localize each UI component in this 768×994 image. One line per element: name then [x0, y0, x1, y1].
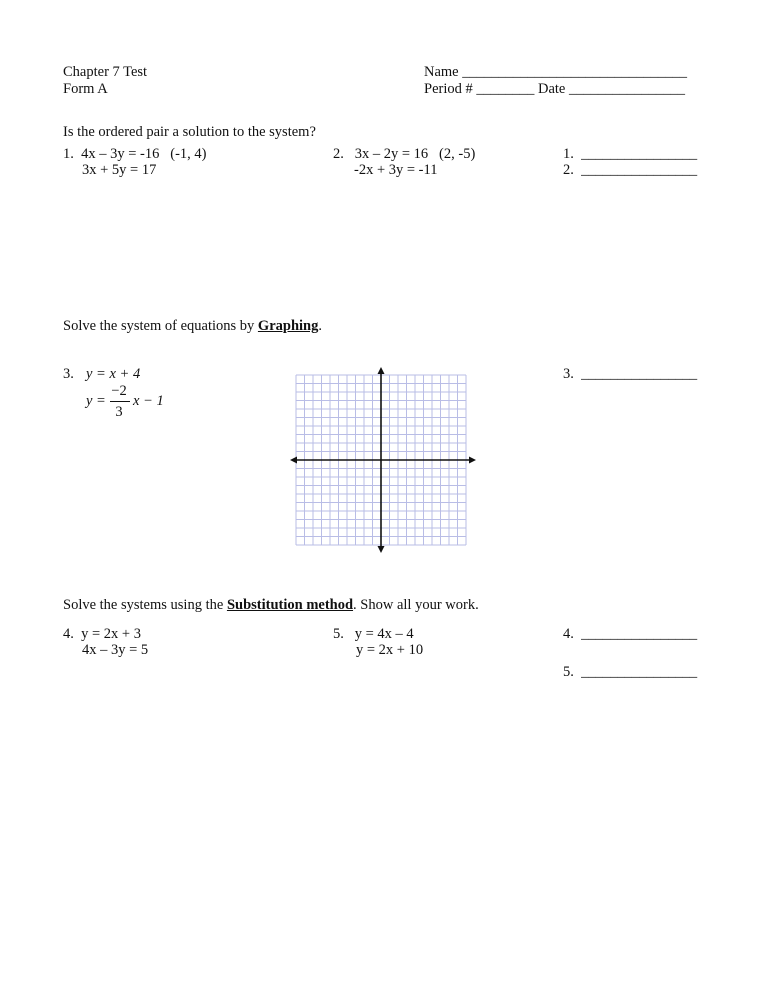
section3-instruction-prefix: Solve the systems using the [63, 597, 227, 613]
q3-equation-1: y = x + 4 [86, 366, 141, 382]
y-axis-arrow-down [378, 546, 385, 553]
q3-fraction-numerator: −2 [111, 383, 127, 399]
q1-line1: 1. 4x – 3y = -16 (-1, 4) [63, 146, 207, 162]
section2-instruction-emphasis: Graphing [257, 318, 319, 334]
q2-line2: -2x + 3y = -11 [354, 162, 438, 178]
q5-line1: 5. y = 4x – 4 [333, 626, 414, 642]
name-field[interactable]: Name _______________________________ [424, 64, 687, 80]
q3-fraction-bar [110, 401, 130, 402]
q4-line2: 4x – 3y = 5 [82, 642, 149, 658]
answer-blank-2[interactable]: 2. ________________ [563, 162, 698, 178]
q3-fraction-denominator: 3 [115, 404, 123, 420]
answer-blank-1[interactable]: 1. ________________ [563, 146, 698, 162]
test-form: Form A [63, 81, 108, 97]
test-title: Chapter 7 Test [63, 64, 148, 80]
q3-equation-2-right: x − 1 [133, 393, 164, 409]
section1-instruction: Is the ordered pair a solution to the system? [63, 124, 316, 140]
q5-line2: y = 2x + 10 [356, 642, 424, 658]
section2-instruction-suffix: . [318, 318, 322, 334]
section3-instruction-suffix: . Show all your work. [353, 597, 479, 613]
answer-blank-5[interactable]: 5. ________________ [563, 664, 698, 680]
section3-instruction-emphasis: Substitution method [226, 597, 354, 613]
q2-line1: 2. 3x – 2y = 16 (2, -5) [333, 146, 476, 162]
q3-equation-2-left: y = [86, 393, 106, 409]
answer-blank-4[interactable]: 4. ________________ [563, 626, 698, 642]
q4-line1: 4. y = 2x + 3 [63, 626, 141, 642]
section2-instruction-prefix: Solve the system of equations by [63, 318, 258, 334]
q3-number: 3. [63, 366, 74, 382]
coordinate-grid[interactable] [290, 367, 476, 553]
q1-line2: 3x + 5y = 17 [82, 162, 157, 178]
section2-instruction [63, 318, 322, 335]
answer-blank-3[interactable]: 3. ________________ [563, 366, 698, 382]
x-axis-arrow-left [290, 457, 297, 464]
y-axis-arrow-up [378, 367, 385, 374]
period-date-field[interactable]: Period # ________ Date ________________ [424, 81, 685, 97]
section3-instruction [63, 597, 479, 614]
x-axis-arrow-right [469, 457, 476, 464]
